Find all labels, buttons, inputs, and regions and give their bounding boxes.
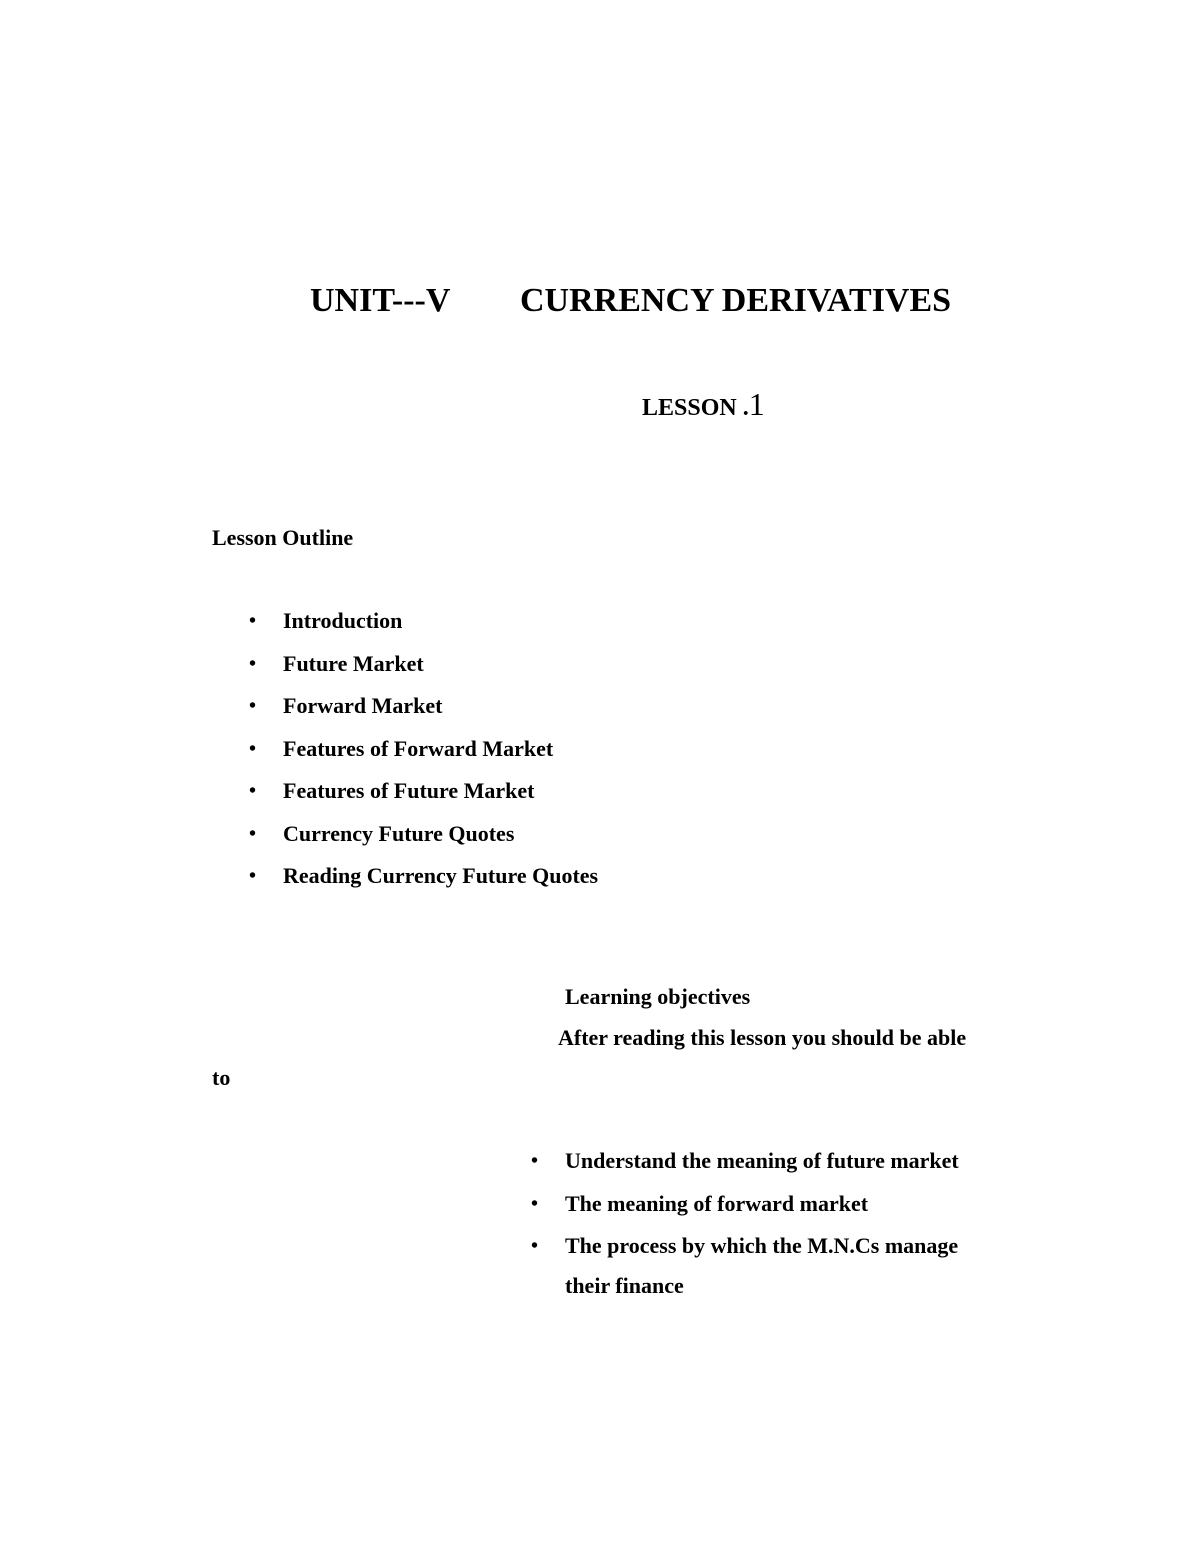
list-item xyxy=(531,1233,959,1299)
bullet-icon: • xyxy=(249,780,257,802)
list-item xyxy=(531,1190,959,1234)
list-item xyxy=(249,863,599,906)
lesson-number: 1 xyxy=(748,386,765,422)
bullet-icon: • xyxy=(249,652,257,675)
lesson-outline-list xyxy=(249,608,599,906)
lesson-outline-heading: Lesson Outline xyxy=(212,525,354,550)
list-item-text: Features of Forward Market xyxy=(283,735,554,761)
bullet-icon: • xyxy=(249,737,257,760)
list-item-text: Forward Market xyxy=(283,693,443,718)
list-item-text: Understand the meaning of future market xyxy=(565,1148,959,1173)
learning-objectives-intro-continuation: to xyxy=(212,1065,231,1090)
list-item-text: The process by which the M.N.Cs manage xyxy=(565,1233,959,1258)
list-item xyxy=(249,693,598,736)
list-item-text: The meaning of forward market xyxy=(565,1190,869,1216)
bullet-icon: • xyxy=(531,1192,539,1215)
list-item-text: Future Market xyxy=(283,650,424,676)
list-item xyxy=(249,608,598,651)
list-item-text: Introduction xyxy=(283,608,403,633)
list-item xyxy=(249,778,598,821)
learning-objectives-intro: After reading this lesson you should be able xyxy=(558,1025,967,1050)
bullet-icon: • xyxy=(249,865,257,887)
list-item xyxy=(531,1148,959,1191)
unit-title: CURRENCY DERIVATIVES xyxy=(520,282,952,319)
lesson-label-text: LESSON xyxy=(642,395,737,421)
list-item xyxy=(249,820,598,864)
bullet-icon: • xyxy=(531,1235,539,1257)
list-item xyxy=(249,650,598,694)
learning-objectives-heading: Learning objectives xyxy=(565,984,751,1009)
bullet-icon: • xyxy=(531,1150,539,1172)
bullet-icon: • xyxy=(249,822,257,845)
list-item-text: Reading Currency Future Quotes xyxy=(283,863,599,888)
bullet-icon: • xyxy=(249,695,257,717)
list-item-text: Currency Future Quotes xyxy=(283,820,515,846)
unit-label: UNIT---V xyxy=(310,282,451,319)
bullet-icon: • xyxy=(249,610,257,632)
list-item-text: Features of Future Market xyxy=(283,778,535,803)
list-item xyxy=(249,735,598,779)
lesson-label xyxy=(642,386,765,423)
list-item-text-continuation: their finance xyxy=(565,1273,684,1298)
learning-objectives-list xyxy=(531,1148,959,1299)
lesson-separator: . xyxy=(742,395,749,421)
